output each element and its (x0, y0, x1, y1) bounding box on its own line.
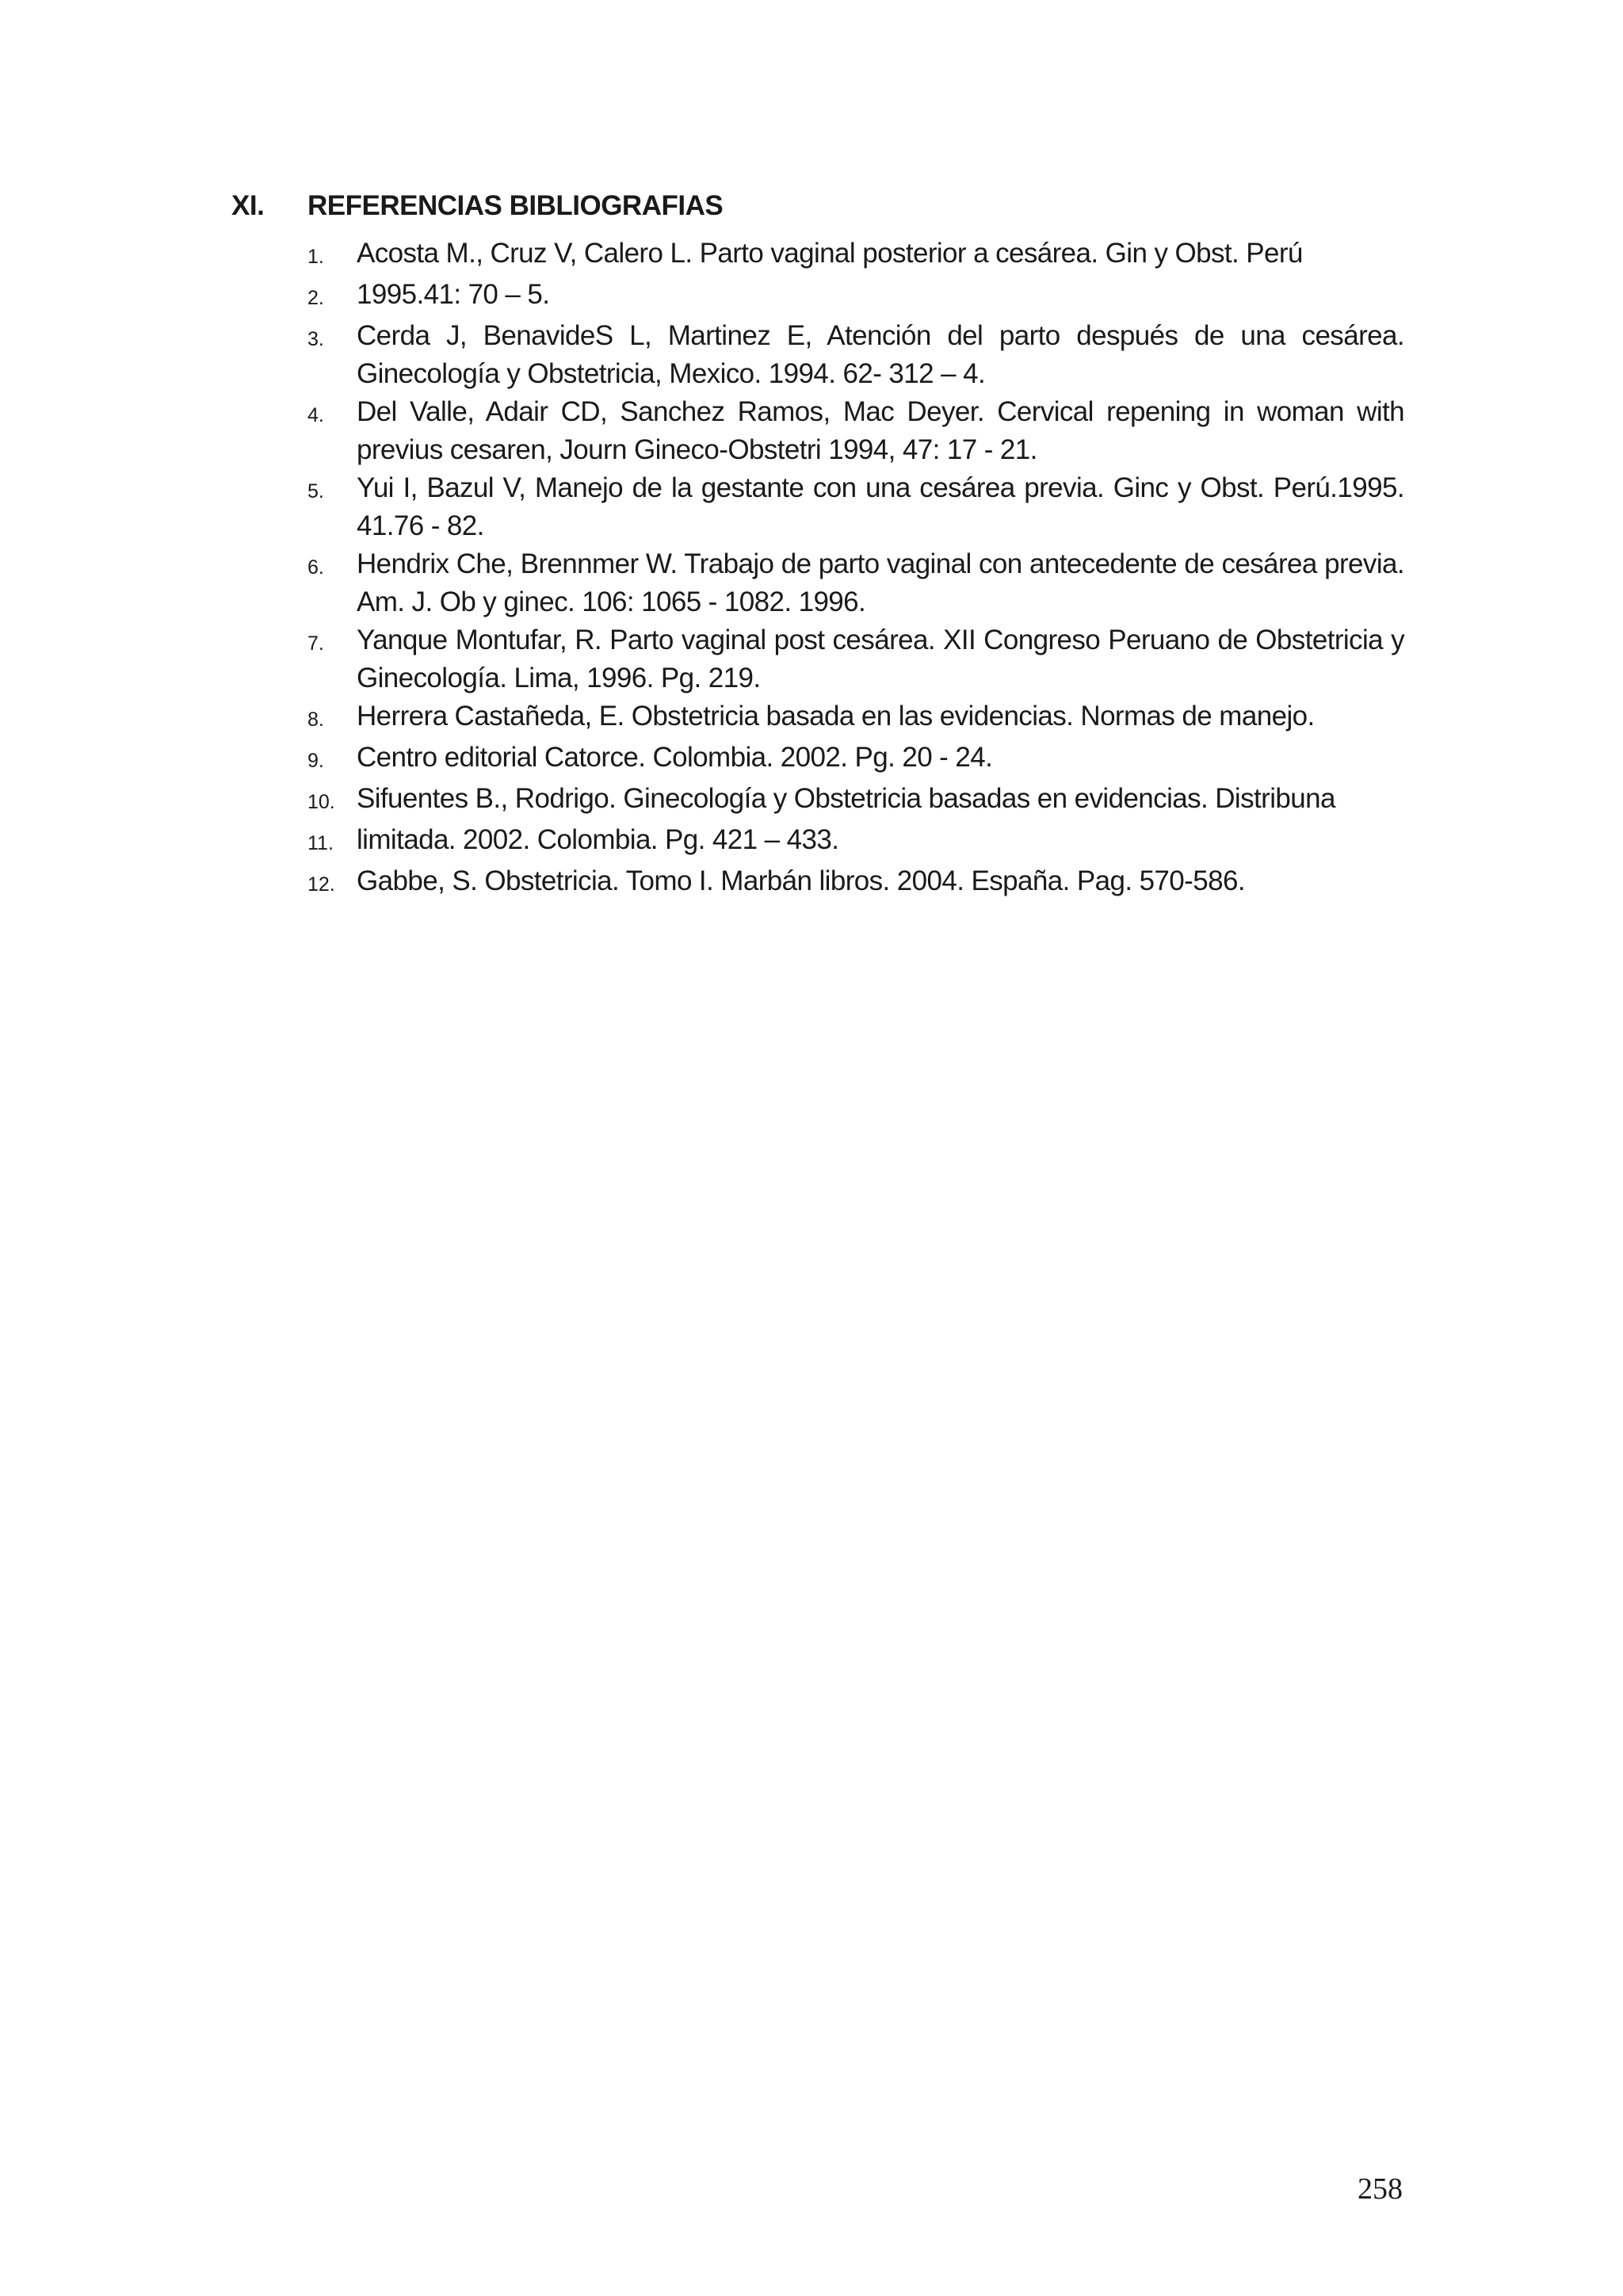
reference-text: Hendrix Che, Brennmer W. Trabajo de parto vaginal con antecedente de cesárea previa. Am. J. Ob y ginec. 106: 1065 - 1082. 1996. (357, 548, 1404, 617)
reference-text: Cerda J, BenavideS L, Martinez E, Atención del parto después de una cesárea. Ginecología y Obstetricia, Mexico. 1994. 62- 312 – 4. (357, 320, 1404, 389)
reference-text: Herrera Castañeda, E. Obstetricia basada en las evidencias. Normas de manejo. (357, 701, 1315, 732)
reference-text: Del Valle, Adair CD, Sanchez Ramos, Mac Deyer. Cervical repening in woman with previus cesaren, Journ Gineco-Obstetri 1994, 47: 17 - 21. (357, 396, 1404, 465)
reference-number: 3. (307, 328, 324, 350)
page-number: 258 (1358, 2172, 1403, 2206)
reference-number: 5. (307, 480, 324, 502)
reference-number: 9. (307, 750, 324, 772)
reference-text: Sifuentes B., Rodrigo. Ginecología y Obstetricia basadas en evidencias. Distribuna (357, 783, 1335, 814)
reference-item (307, 393, 1404, 469)
reference-number: 8. (307, 709, 324, 731)
reference-text: Yui I, Bazul V, Manejo de la gestante con una cesárea previa. Ginc y Obst. Perú.1995. 41.76 - 82. (357, 472, 1404, 541)
reference-number: 7. (307, 632, 324, 655)
reference-text: Gabbe, S. Obstetricia. Tomo I. Marbán libros. 2004. España. Pag. 570-586. (357, 865, 1245, 896)
reference-number: 2. (307, 287, 324, 309)
reference-text: Acosta M., Cruz V, Calero L. Parto vaginal posterior a cesárea. Gin y Obst. Perú (357, 238, 1303, 269)
reference-item (307, 621, 1404, 697)
reference-item (307, 780, 1404, 821)
reference-text: Yanque Montufar, R. Parto vaginal post cesárea. XII Congreso Peruano de Obstetricia y Ginecología. Lima, 1996. Pg. 219. (357, 625, 1404, 693)
section-number: XI. (231, 190, 265, 221)
section-heading (231, 190, 1404, 235)
reference-text: 1995.41: 70 – 5. (357, 279, 550, 310)
reference-item (307, 545, 1404, 621)
reference-item (307, 739, 1404, 780)
reference-number: 6. (307, 556, 324, 579)
reference-item (307, 821, 1404, 862)
reference-text: Centro editorial Catorce. Colombia. 2002. Pg. 20 - 24. (357, 742, 993, 773)
reference-list (231, 235, 1404, 904)
reference-item (307, 697, 1404, 739)
references-section (231, 190, 1404, 904)
reference-item (307, 235, 1404, 276)
reference-item (307, 862, 1404, 904)
reference-number: 1. (307, 246, 324, 268)
section-title: REFERENCIAS BIBLIOGRAFIAS (307, 190, 724, 221)
reference-number: 10. (307, 791, 335, 813)
reference-number: 4. (307, 404, 324, 426)
reference-number: 12. (307, 873, 335, 896)
reference-item (307, 276, 1404, 317)
reference-text: limitada. 2002. Colombia. Pg. 421 – 433. (357, 824, 839, 855)
reference-item (307, 317, 1404, 393)
reference-number: 11. (307, 832, 334, 854)
reference-item (307, 469, 1404, 545)
